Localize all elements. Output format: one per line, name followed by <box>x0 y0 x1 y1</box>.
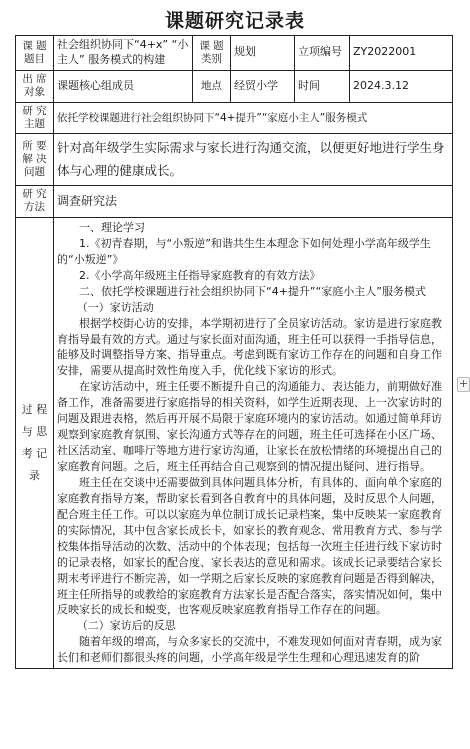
record-table <box>15 35 453 669</box>
subsection-reflection-heading: （二）家访后的反思 <box>76 619 176 633</box>
page-title: 课题研究记录表 <box>164 10 305 32</box>
project-code-label: 立项编号 <box>295 36 350 71</box>
topic-title-label: 课 题 题目 <box>16 36 54 71</box>
row-research-theme <box>16 102 453 133</box>
subsection-home-visit-heading: （一）家访活动 <box>76 300 154 314</box>
attendees-label: 出 席 对象 <box>16 70 54 102</box>
process-label: 过 程 与 思 考 记 录 <box>16 217 54 668</box>
add-row-button[interactable]: + <box>458 377 469 390</box>
place-value: 经贸小学 <box>231 70 295 102</box>
theory-item-1: 1.《初青春期，与“小叛逆”和谐共生生本理念下如何处理小学高年级学生的“小叛逆”》 <box>57 236 431 266</box>
theory-item-2: 2.《小学高年级班主任指导家庭教育的有效方法》 <box>79 268 321 282</box>
research-theme-value: 依托学校课题进行社会组织协同下“4+提升”“家庭小主人”服务模式 <box>54 102 453 133</box>
row-topic <box>16 36 453 71</box>
project-code-value: ZY2022001 <box>350 36 453 71</box>
time-label: 时间 <box>295 70 350 102</box>
section-theory-heading: 一、理论学习 <box>79 220 145 234</box>
section-service-heading: 二、依托学校课题进行社会组织协同下“4+提升”“家庭小主人”服务模式 <box>79 284 427 298</box>
method-value: 调查研究法 <box>54 185 453 217</box>
place-label: 地点 <box>193 70 231 102</box>
row-problem <box>16 133 453 185</box>
row-process <box>16 217 453 668</box>
attendees-value: 课题核心组成员 <box>54 70 193 102</box>
row-attendees <box>16 70 453 102</box>
topic-type-value: 规划 <box>231 36 295 71</box>
process-content <box>54 217 453 668</box>
row-method <box>16 185 453 217</box>
home-visit-paragraph-1: 根据学校街心访的安排，本学期初进行了全员家访活动。家访是进行家庭教育指导最有效的方式。通过与家长面对面沟通，班主任可以获得一手指导信息，能够及时调整指导方案、指导重点。考虑到既有家访工作存在的问题和自身工作安排，需要从提高时效性角度入手，优化线下家访的形式。 <box>57 316 442 378</box>
research-theme-label: 研 究 主题 <box>16 102 54 133</box>
home-visit-paragraph-3: 班主任在交谈中还需要做到具体问题具体分析，有具体的、面向单个家庭的家庭教育指导方案，帮助家长看到各自教育中的具体问题，及时反思个人问题，配合班主任工作。可以以家庭为单位制订成长记录档案，集中反映某一家庭教育的实际情况，其中包含家长成长卡，如家长的教育观念、常用教育方式、参与学校集体指导活动的次数、活动中的个体表现；包括每一次班主任进行线下家访时的记录表格，如家长的配合度、家长表达的意见和需求。该成长记录要结合家长期末考评进行不断完善，如一学期之后家长反映的家庭教育问题是否得到解决，班主任所指导的或教给的家庭教育方法家长是否配合落实，落实情况如何，集中反映家长的成长和蜕变，也客观反映家庭教育指导工作存在的问题。 <box>57 475 442 617</box>
method-label: 研 究 方法 <box>16 185 54 217</box>
time-value: 2024.3.12 <box>350 70 453 102</box>
problem-label: 所 要 解 决 问题 <box>16 133 54 185</box>
topic-title-value: 社会组织协同下“4+x” “小主人” 服务模式的构建 <box>54 36 193 71</box>
topic-type-label: 课 题 类别 <box>193 36 231 71</box>
problem-value: 针对高年级学生实际需求与家长进行沟通交流，以便更好地进行学生身体与心理的健康成长。 <box>54 133 453 185</box>
reflection-paragraph: 随着年级的增高，与众多家长的交流中，不难发现如何面对青春期，成为家长们和老师们都很头疼的问题，小学高年级是学生生理和心理迅速发育的阶 <box>57 635 442 665</box>
home-visit-paragraph-2: 在家访活动中，班主任要不断提升自己的沟通能力、表达能力，前期做好准备工作，准备需要进行家庭指导的相关资料，如学生近期表现、上一次家访时的问题及跟进表格，然后再开展不局限于家庭环境内的家访活动。如通过简单拜访观察到家庭教育氛围、家长沟通方式等存在的问题，班主任可选择在小区广场、社区活动室、咖啡厅等地方进行家访沟通，让家长在放松情绪的环境提出自己的家庭教育问题。之后，班主任再结合自己观察到的情况提出疑问、进行指导。 <box>57 380 442 473</box>
